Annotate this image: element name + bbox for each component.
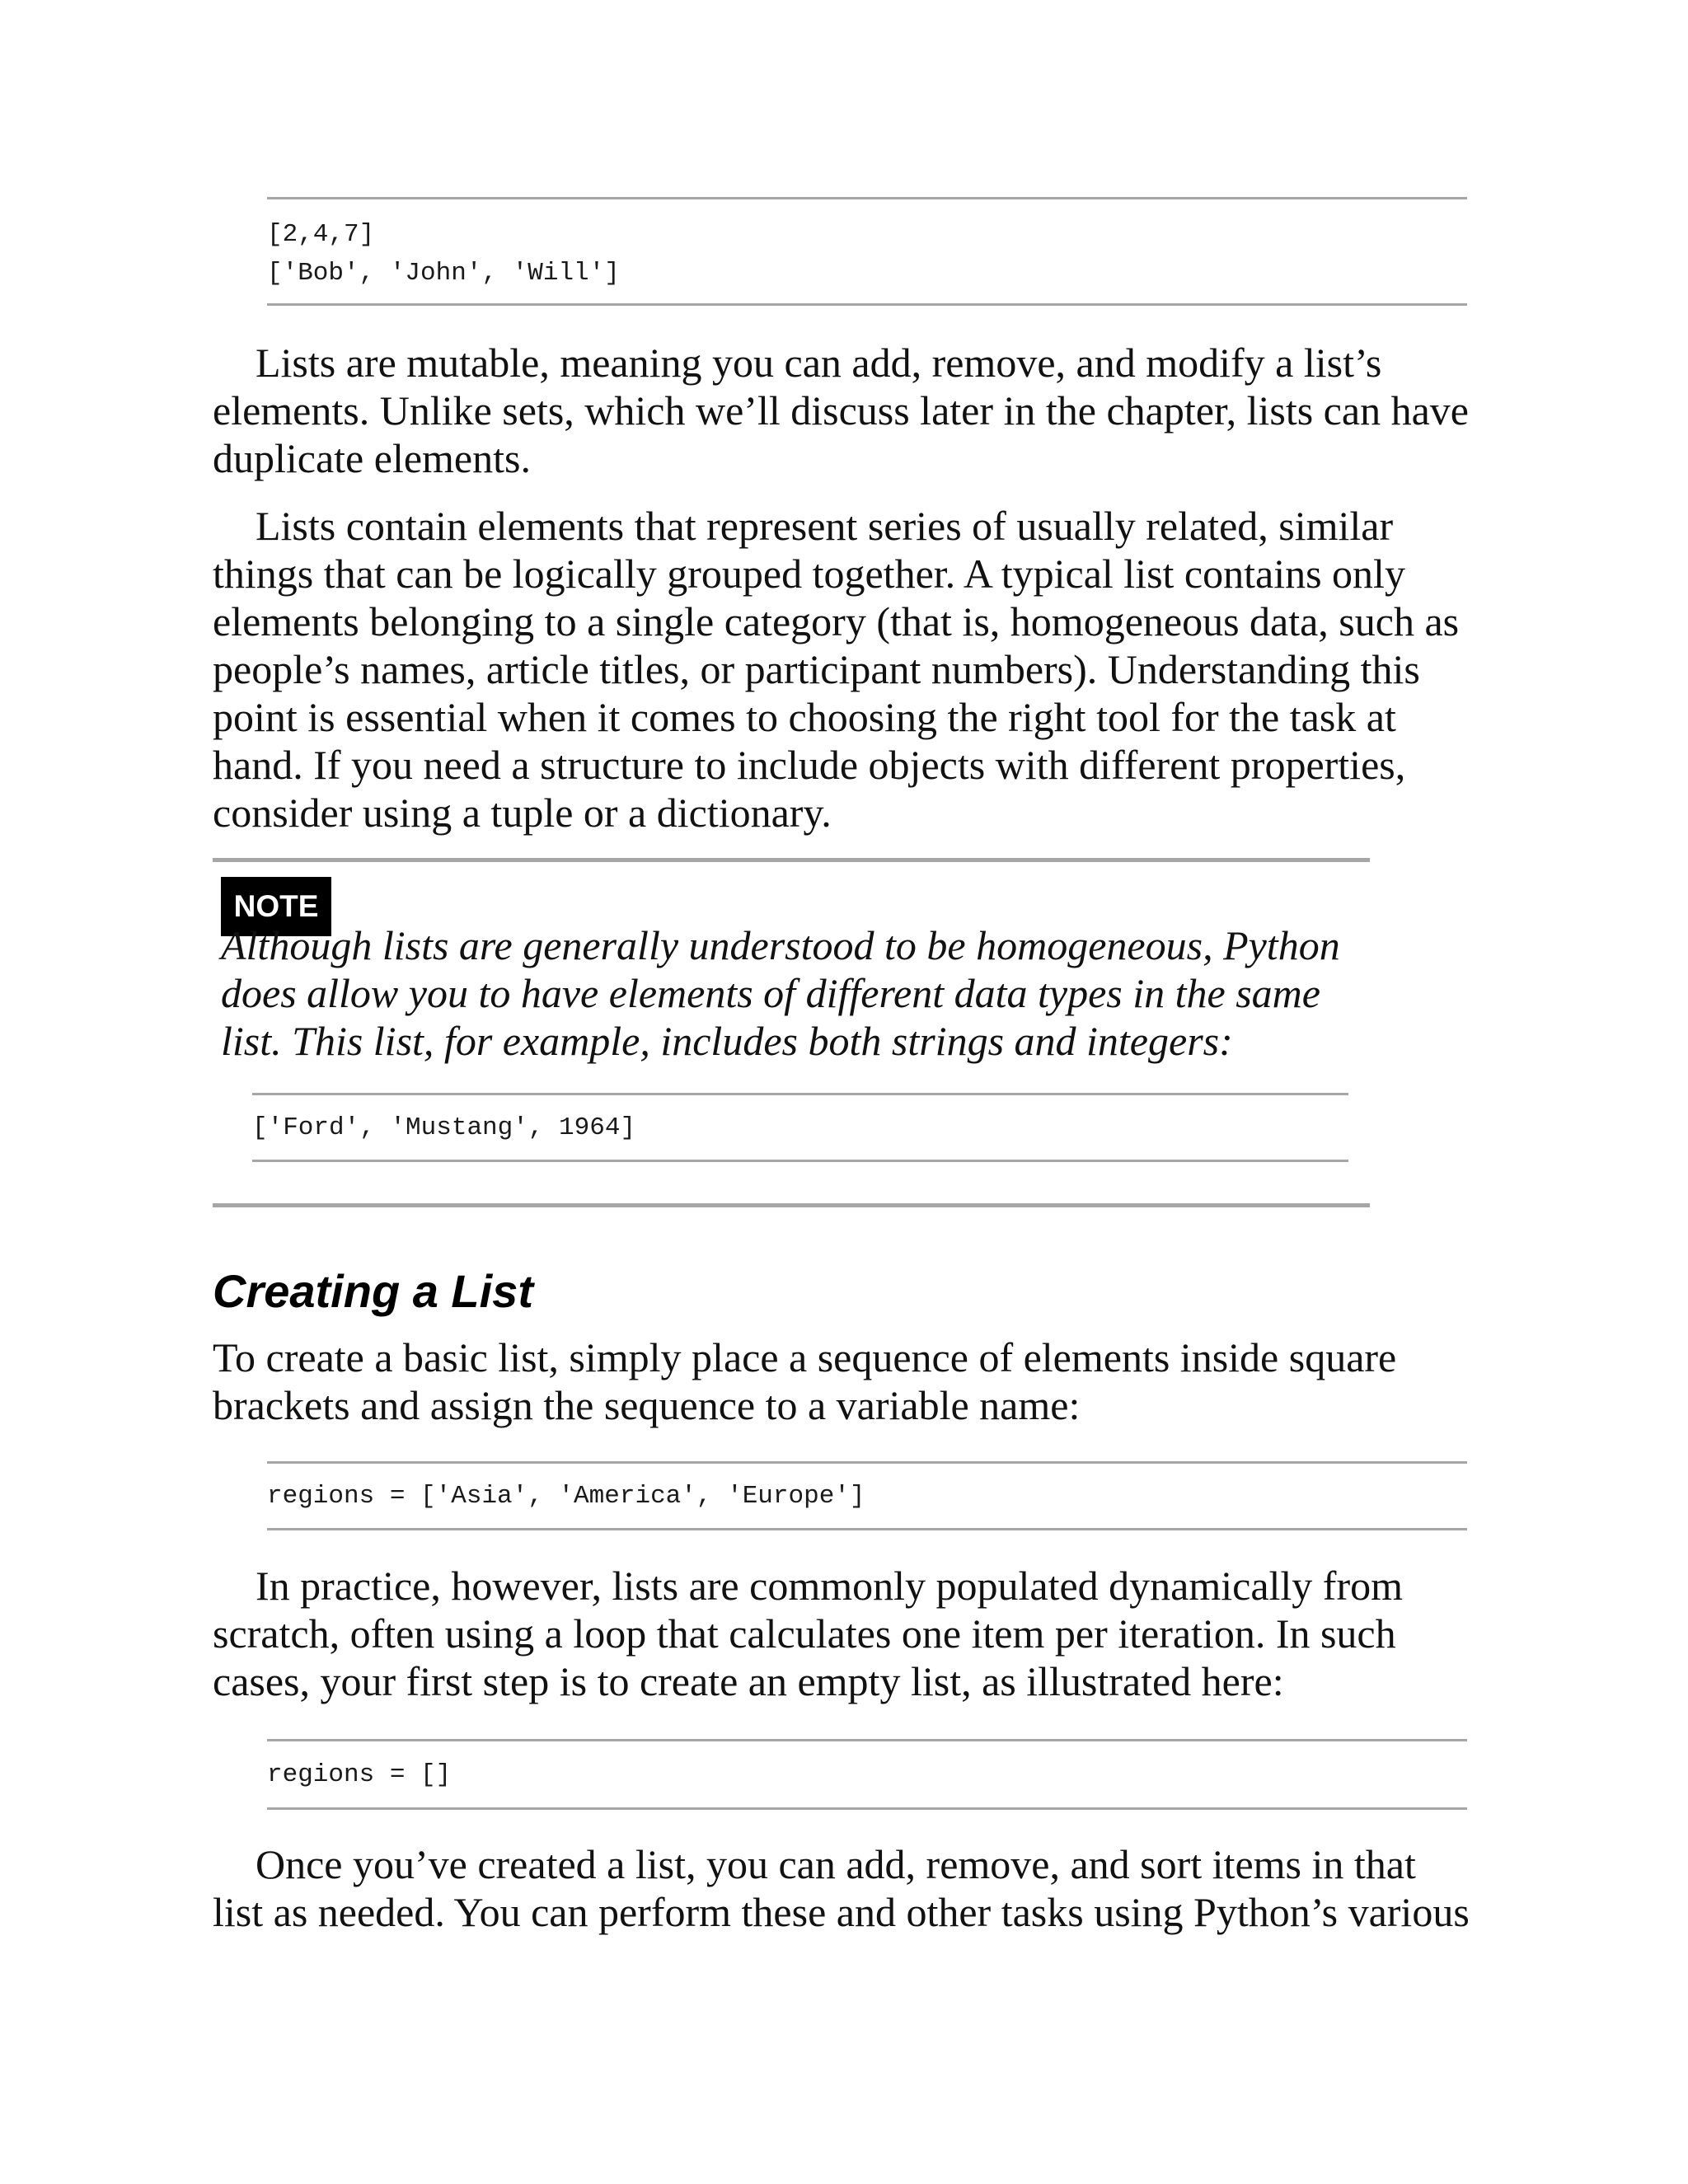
text-line: list as needed. You can perform these and other tasks using Python’s various — [213, 1889, 1470, 1935]
text-line: scratch, often using a loop that calculates one item per iteration. In such — [213, 1610, 1396, 1657]
text-line: cases, your first step is to create an empty list, as illustrated here: — [213, 1658, 1284, 1704]
note-bottom-rule — [213, 1203, 1370, 1207]
text-line: does allow you to have elements of different data types in the same — [221, 970, 1320, 1016]
paragraph-practice — [213, 1562, 1492, 1705]
code-line: regions = ['Asia', 'America', 'Europe'] — [267, 1482, 865, 1511]
text-line: In practice, however, lists are commonly populated dynamically from — [256, 1563, 1403, 1609]
paragraph-contain — [213, 502, 1492, 837]
text-line: list. This list, for example, includes both strings and integers: — [221, 1018, 1233, 1064]
text-line: consider using a tuple or a dictionary. — [213, 790, 832, 836]
text-line: brackets and assign the sequence to a variable name: — [213, 1382, 1081, 1428]
code-line: ['Ford', 'Mustang', 1964] — [252, 1113, 636, 1142]
code-block-note — [252, 1093, 1348, 1162]
note-badge: NOTE — [221, 877, 331, 936]
code-block-output — [267, 197, 1467, 306]
text-line: Although lists are generally understood to be homogeneous, Python — [221, 922, 1340, 968]
text-line: things that can be logically grouped together. A typical list contains only — [213, 551, 1405, 597]
text-line: Once you’ve created a list, you can add, remove, and sort items in that — [256, 1841, 1416, 1887]
text-line: point is essential when it comes to choosing the right tool for the task at — [213, 694, 1396, 740]
section-heading: Creating a List — [213, 1265, 533, 1317]
code-line: [2,4,7] — [267, 220, 375, 249]
paragraph-mutable — [213, 339, 1492, 482]
text-line: Lists are mutable, meaning you can add, remove, and modify a list’s — [256, 340, 1382, 386]
code-line: ['Bob', 'John', 'Will'] — [267, 259, 620, 288]
text-line: hand. If you need a structure to include objects with different properties, — [213, 742, 1406, 788]
text-line: elements belonging to a single category (that is, homogeneous data, such as — [213, 598, 1460, 644]
paragraph-create — [213, 1333, 1492, 1429]
text-line: duplicate elements. — [213, 435, 531, 481]
text-line: Lists contain elements that represent series of usually related, similar — [256, 503, 1394, 549]
note-top-rule — [213, 858, 1370, 862]
text-line: To create a basic list, simply place a sequence of elements inside square — [213, 1334, 1397, 1380]
text-line: people’s names, article titles, or participant numbers). Understanding this — [213, 646, 1420, 692]
paragraph-once — [213, 1840, 1492, 1936]
code-block-empty — [267, 1739, 1467, 1810]
code-line: regions = [] — [267, 1760, 452, 1789]
code-block-regions — [267, 1461, 1467, 1530]
text-line: elements. Unlike sets, which we’ll discuss later in the chapter, lists can have — [213, 387, 1469, 434]
note-text — [221, 921, 1358, 1065]
